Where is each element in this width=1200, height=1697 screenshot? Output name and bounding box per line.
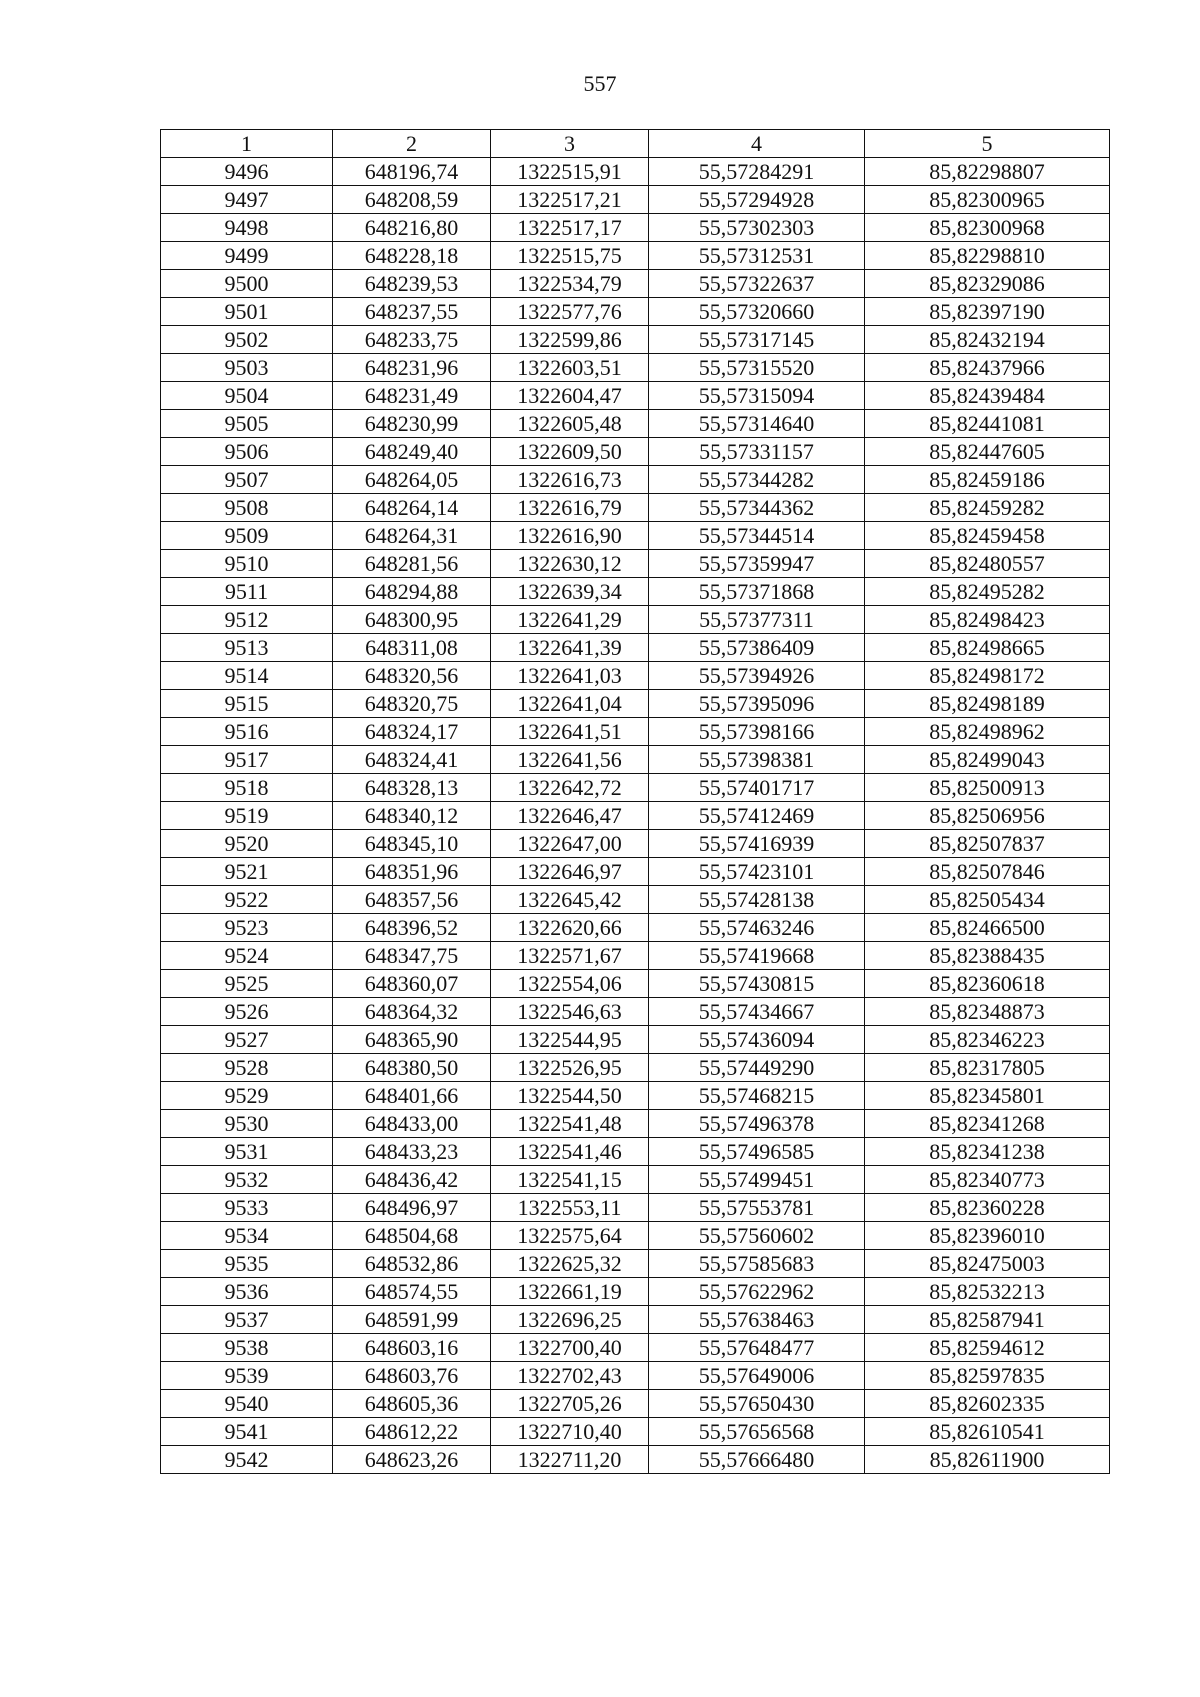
table-cell: 1322534,79	[491, 270, 649, 298]
table-cell: 648294,88	[333, 578, 491, 606]
table-cell: 9506	[161, 438, 333, 466]
table-cell: 9510	[161, 550, 333, 578]
table-cell: 85,82498423	[865, 606, 1110, 634]
table-cell: 85,82360228	[865, 1194, 1110, 1222]
column-header-1: 1	[161, 130, 333, 158]
table-cell: 55,57312531	[649, 242, 865, 270]
table-cell: 85,82300965	[865, 186, 1110, 214]
table-cell: 1322541,15	[491, 1166, 649, 1194]
table-cell: 9536	[161, 1278, 333, 1306]
table-row	[161, 858, 1110, 886]
table-cell: 9542	[161, 1446, 333, 1474]
table-cell: 648396,52	[333, 914, 491, 942]
table-cell: 9518	[161, 774, 333, 802]
table-row	[161, 158, 1110, 186]
table-row	[161, 242, 1110, 270]
table-cell: 648264,14	[333, 494, 491, 522]
table-row	[161, 1250, 1110, 1278]
table-cell: 648216,80	[333, 214, 491, 242]
table-cell: 1322661,19	[491, 1278, 649, 1306]
table-cell: 85,82346223	[865, 1026, 1110, 1054]
table-cell: 9514	[161, 662, 333, 690]
table-row	[161, 578, 1110, 606]
table-cell: 9535	[161, 1250, 333, 1278]
table-cell: 55,57436094	[649, 1026, 865, 1054]
table-cell: 85,82594612	[865, 1334, 1110, 1362]
table-cell: 1322641,04	[491, 690, 649, 718]
table-cell: 648324,17	[333, 718, 491, 746]
table-cell: 85,82597835	[865, 1362, 1110, 1390]
table-row	[161, 690, 1110, 718]
table-cell: 648504,68	[333, 1222, 491, 1250]
table-cell: 55,57666480	[649, 1446, 865, 1474]
table-cell: 648623,26	[333, 1446, 491, 1474]
table-cell: 55,57416939	[649, 830, 865, 858]
table-cell: 85,82329086	[865, 270, 1110, 298]
table-cell: 85,82495282	[865, 578, 1110, 606]
table-row	[161, 802, 1110, 830]
table-cell: 55,57344282	[649, 466, 865, 494]
table-row	[161, 522, 1110, 550]
table-row	[161, 914, 1110, 942]
table-row	[161, 438, 1110, 466]
table-cell: 1322702,43	[491, 1362, 649, 1390]
table-cell: 648433,00	[333, 1110, 491, 1138]
table-cell: 648612,22	[333, 1418, 491, 1446]
table-cell: 648208,59	[333, 186, 491, 214]
table-cell: 55,57638463	[649, 1306, 865, 1334]
table-cell: 85,82602335	[865, 1390, 1110, 1418]
table-row	[161, 634, 1110, 662]
table-cell: 648380,50	[333, 1054, 491, 1082]
table-cell: 648340,12	[333, 802, 491, 830]
table-row	[161, 354, 1110, 382]
table-cell: 55,57585683	[649, 1250, 865, 1278]
table-cell: 648433,23	[333, 1138, 491, 1166]
table-row	[161, 1446, 1110, 1474]
table-cell: 55,57315520	[649, 354, 865, 382]
table-cell: 1322544,50	[491, 1082, 649, 1110]
table-cell: 55,57412469	[649, 802, 865, 830]
table-row	[161, 1082, 1110, 1110]
table-cell: 85,82475003	[865, 1250, 1110, 1278]
table-cell: 648532,86	[333, 1250, 491, 1278]
table-cell: 85,82611900	[865, 1446, 1110, 1474]
table-cell: 55,57649006	[649, 1362, 865, 1390]
table-cell: 648364,32	[333, 998, 491, 1026]
table-cell: 9534	[161, 1222, 333, 1250]
table-row	[161, 1390, 1110, 1418]
table-cell: 55,57463246	[649, 914, 865, 942]
table-cell: 9515	[161, 690, 333, 718]
table-cell: 9521	[161, 858, 333, 886]
table-cell: 9498	[161, 214, 333, 242]
table-cell: 9540	[161, 1390, 333, 1418]
table-cell: 55,57317145	[649, 326, 865, 354]
table-cell: 85,82345801	[865, 1082, 1110, 1110]
table-cell: 648351,96	[333, 858, 491, 886]
table-cell: 9497	[161, 186, 333, 214]
table-cell: 1322616,73	[491, 466, 649, 494]
table-cell: 648574,55	[333, 1278, 491, 1306]
table-cell: 85,82587941	[865, 1306, 1110, 1334]
table-row	[161, 382, 1110, 410]
table-cell: 1322541,48	[491, 1110, 649, 1138]
table-cell: 85,82532213	[865, 1278, 1110, 1306]
table-cell: 85,82298807	[865, 158, 1110, 186]
table-cell: 1322571,67	[491, 942, 649, 970]
table-cell: 648233,75	[333, 326, 491, 354]
table-cell: 648591,99	[333, 1306, 491, 1334]
table-row	[161, 886, 1110, 914]
table-cell: 55,57423101	[649, 858, 865, 886]
table-cell: 9528	[161, 1054, 333, 1082]
table-cell: 55,57428138	[649, 886, 865, 914]
table-cell: 1322577,76	[491, 298, 649, 326]
table-cell: 55,57419668	[649, 942, 865, 970]
table-cell: 85,82507837	[865, 830, 1110, 858]
table-cell: 85,82466500	[865, 914, 1110, 942]
column-header-4: 4	[649, 130, 865, 158]
table-cell: 648311,08	[333, 634, 491, 662]
table-row	[161, 1278, 1110, 1306]
table-cell: 85,82360618	[865, 970, 1110, 998]
table-cell: 9530	[161, 1110, 333, 1138]
table-cell: 648360,07	[333, 970, 491, 998]
table-cell: 1322620,66	[491, 914, 649, 942]
table-row	[161, 718, 1110, 746]
table-cell: 85,82348873	[865, 998, 1110, 1026]
table-cell: 9537	[161, 1306, 333, 1334]
table-cell: 85,82396010	[865, 1222, 1110, 1250]
table-row	[161, 1054, 1110, 1082]
table-row	[161, 298, 1110, 326]
table-cell: 55,57294928	[649, 186, 865, 214]
table-cell: 55,57650430	[649, 1390, 865, 1418]
table-cell: 648228,18	[333, 242, 491, 270]
table-cell: 1322599,86	[491, 326, 649, 354]
table-cell: 1322696,25	[491, 1306, 649, 1334]
table-cell: 9512	[161, 606, 333, 634]
table-cell: 55,57371868	[649, 578, 865, 606]
table-cell: 648347,75	[333, 942, 491, 970]
table-cell: 1322646,47	[491, 802, 649, 830]
table-cell: 55,57499451	[649, 1166, 865, 1194]
table-cell: 55,57430815	[649, 970, 865, 998]
table-cell: 648320,56	[333, 662, 491, 690]
table-cell: 648237,55	[333, 298, 491, 326]
table-cell: 1322639,34	[491, 578, 649, 606]
table-cell: 85,82298810	[865, 242, 1110, 270]
table-cell: 9504	[161, 382, 333, 410]
table-row	[161, 270, 1110, 298]
table-cell: 1322541,46	[491, 1138, 649, 1166]
table-cell: 85,82498962	[865, 718, 1110, 746]
coordinates-table	[160, 129, 1110, 1474]
table-row	[161, 1334, 1110, 1362]
table-cell: 648401,66	[333, 1082, 491, 1110]
table-cell: 1322603,51	[491, 354, 649, 382]
table-cell: 55,57344514	[649, 522, 865, 550]
table-cell: 1322625,32	[491, 1250, 649, 1278]
table-cell: 9538	[161, 1334, 333, 1362]
table-row	[161, 410, 1110, 438]
table-row	[161, 662, 1110, 690]
table-row	[161, 494, 1110, 522]
table-cell: 85,82388435	[865, 942, 1110, 970]
table-cell: 55,57398381	[649, 746, 865, 774]
table-cell: 648496,97	[333, 1194, 491, 1222]
table-cell: 9502	[161, 326, 333, 354]
table-cell: 648231,96	[333, 354, 491, 382]
table-row	[161, 606, 1110, 634]
table-cell: 648345,10	[333, 830, 491, 858]
table-cell: 85,82507846	[865, 858, 1110, 886]
table-cell: 648230,99	[333, 410, 491, 438]
table-cell: 9519	[161, 802, 333, 830]
table-cell: 55,57322637	[649, 270, 865, 298]
table-cell: 55,57314640	[649, 410, 865, 438]
header-row	[161, 130, 1110, 158]
table-cell: 648196,74	[333, 158, 491, 186]
table-row	[161, 1362, 1110, 1390]
table-cell: 85,82441081	[865, 410, 1110, 438]
table-cell: 1322641,51	[491, 718, 649, 746]
table-row	[161, 1222, 1110, 1250]
table-cell: 648249,40	[333, 438, 491, 466]
table-row	[161, 1138, 1110, 1166]
table-cell: 648324,41	[333, 746, 491, 774]
table-cell: 9499	[161, 242, 333, 270]
table-cell: 1322526,95	[491, 1054, 649, 1082]
table-row	[161, 1166, 1110, 1194]
table-cell: 9513	[161, 634, 333, 662]
table-cell: 648436,42	[333, 1166, 491, 1194]
table-cell: 9505	[161, 410, 333, 438]
table-cell: 648603,76	[333, 1362, 491, 1390]
table-cell: 648605,36	[333, 1390, 491, 1418]
table-cell: 648603,16	[333, 1334, 491, 1362]
table-cell: 55,57377311	[649, 606, 865, 634]
table-cell: 1322515,91	[491, 158, 649, 186]
table-cell: 9523	[161, 914, 333, 942]
table-cell: 85,82498665	[865, 634, 1110, 662]
table-cell: 55,57284291	[649, 158, 865, 186]
table-cell: 1322544,95	[491, 1026, 649, 1054]
table-cell: 648231,49	[333, 382, 491, 410]
table-cell: 9524	[161, 942, 333, 970]
table-cell: 648328,13	[333, 774, 491, 802]
table-cell: 85,82317805	[865, 1054, 1110, 1082]
table-cell: 1322647,00	[491, 830, 649, 858]
column-header-2: 2	[333, 130, 491, 158]
table-cell: 1322515,75	[491, 242, 649, 270]
table-cell: 1322609,50	[491, 438, 649, 466]
table-cell: 9529	[161, 1082, 333, 1110]
table-row	[161, 1110, 1110, 1138]
table-cell: 648365,90	[333, 1026, 491, 1054]
table-cell: 1322616,79	[491, 494, 649, 522]
table-cell: 1322630,12	[491, 550, 649, 578]
table-cell: 1322517,21	[491, 186, 649, 214]
table-cell: 9527	[161, 1026, 333, 1054]
table-cell: 9500	[161, 270, 333, 298]
table-cell: 1322605,48	[491, 410, 649, 438]
table-cell: 55,57331157	[649, 438, 865, 466]
table-cell: 55,57386409	[649, 634, 865, 662]
table-cell: 55,57648477	[649, 1334, 865, 1362]
table-row	[161, 774, 1110, 802]
table-cell: 9539	[161, 1362, 333, 1390]
table-cell: 9541	[161, 1418, 333, 1446]
table-header	[161, 130, 1110, 158]
table-cell: 9511	[161, 578, 333, 606]
table-cell: 85,82341268	[865, 1110, 1110, 1138]
table-row	[161, 326, 1110, 354]
table-row	[161, 186, 1110, 214]
table-cell: 55,57449290	[649, 1054, 865, 1082]
table-cell: 1322645,42	[491, 886, 649, 914]
table-cell: 55,57468215	[649, 1082, 865, 1110]
table-cell: 1322546,63	[491, 998, 649, 1026]
table-cell: 1322642,72	[491, 774, 649, 802]
table-cell: 55,57315094	[649, 382, 865, 410]
table-cell: 1322641,39	[491, 634, 649, 662]
table-cell: 9533	[161, 1194, 333, 1222]
table-cell: 9525	[161, 970, 333, 998]
table-cell: 55,57359947	[649, 550, 865, 578]
table-cell: 9501	[161, 298, 333, 326]
table-cell: 1322517,17	[491, 214, 649, 242]
table-cell: 1322553,11	[491, 1194, 649, 1222]
table-cell: 55,57656568	[649, 1418, 865, 1446]
table-cell: 1322705,26	[491, 1390, 649, 1418]
table-cell: 55,57622962	[649, 1278, 865, 1306]
table-cell: 9496	[161, 158, 333, 186]
table-row	[161, 1194, 1110, 1222]
table-cell: 55,57560602	[649, 1222, 865, 1250]
table-cell: 9508	[161, 494, 333, 522]
table-cell: 9522	[161, 886, 333, 914]
table-cell: 85,82300968	[865, 214, 1110, 242]
table-row	[161, 830, 1110, 858]
table-cell: 85,82459282	[865, 494, 1110, 522]
table-cell: 9517	[161, 746, 333, 774]
table-cell: 85,82506956	[865, 802, 1110, 830]
table-row	[161, 970, 1110, 998]
table-cell: 9531	[161, 1138, 333, 1166]
table-cell: 1322554,06	[491, 970, 649, 998]
table-cell: 85,82341238	[865, 1138, 1110, 1166]
table-body	[161, 158, 1110, 1474]
table-cell: 85,82480557	[865, 550, 1110, 578]
page-number: 557	[583, 71, 617, 96]
table-row	[161, 1306, 1110, 1334]
table-cell: 85,82505434	[865, 886, 1110, 914]
column-header-3: 3	[491, 130, 649, 158]
table-cell: 1322641,29	[491, 606, 649, 634]
table-cell: 1322575,64	[491, 1222, 649, 1250]
table-cell: 648281,56	[333, 550, 491, 578]
table-cell: 85,82340773	[865, 1166, 1110, 1194]
table-row	[161, 746, 1110, 774]
table-cell: 85,82397190	[865, 298, 1110, 326]
table-cell: 85,82439484	[865, 382, 1110, 410]
table-cell: 648357,56	[333, 886, 491, 914]
table-cell: 85,82499043	[865, 746, 1110, 774]
table-cell: 9509	[161, 522, 333, 550]
table-cell: 1322700,40	[491, 1334, 649, 1362]
table-cell: 55,57394926	[649, 662, 865, 690]
table-cell: 55,57496585	[649, 1138, 865, 1166]
table-cell: 1322604,47	[491, 382, 649, 410]
table-cell: 9520	[161, 830, 333, 858]
table-cell: 9516	[161, 718, 333, 746]
table-cell: 85,82500913	[865, 774, 1110, 802]
table-cell: 55,57302303	[649, 214, 865, 242]
table-cell: 9503	[161, 354, 333, 382]
table-row	[161, 550, 1110, 578]
table-cell: 55,57496378	[649, 1110, 865, 1138]
table-cell: 85,82432194	[865, 326, 1110, 354]
table-cell: 1322646,97	[491, 858, 649, 886]
table-cell: 55,57553781	[649, 1194, 865, 1222]
table-cell: 648300,95	[333, 606, 491, 634]
table-cell: 9532	[161, 1166, 333, 1194]
table-cell: 55,57434667	[649, 998, 865, 1026]
table-cell: 85,82498172	[865, 662, 1110, 690]
table-cell: 1322711,20	[491, 1446, 649, 1474]
table-cell: 9526	[161, 998, 333, 1026]
table-cell: 85,82459186	[865, 466, 1110, 494]
table-cell: 1322641,03	[491, 662, 649, 690]
table-cell: 85,82459458	[865, 522, 1110, 550]
table-row	[161, 998, 1110, 1026]
table-cell: 1322710,40	[491, 1418, 649, 1446]
table-cell: 648264,05	[333, 466, 491, 494]
table-row	[161, 1418, 1110, 1446]
table-cell: 9507	[161, 466, 333, 494]
table-cell: 85,82437966	[865, 354, 1110, 382]
table-cell: 648264,31	[333, 522, 491, 550]
table-cell: 648239,53	[333, 270, 491, 298]
table-cell: 55,57398166	[649, 718, 865, 746]
table-cell: 55,57344362	[649, 494, 865, 522]
table-cell: 55,57401717	[649, 774, 865, 802]
table-cell: 1322641,56	[491, 746, 649, 774]
table-cell: 1322616,90	[491, 522, 649, 550]
table-cell: 55,57395096	[649, 690, 865, 718]
table-cell: 648320,75	[333, 690, 491, 718]
column-header-5: 5	[865, 130, 1110, 158]
table-cell: 85,82498189	[865, 690, 1110, 718]
table-row	[161, 942, 1110, 970]
table-row	[161, 466, 1110, 494]
table-row	[161, 1026, 1110, 1054]
table-row	[161, 214, 1110, 242]
table-cell: 55,57320660	[649, 298, 865, 326]
table-cell: 85,82610541	[865, 1418, 1110, 1446]
table-cell: 85,82447605	[865, 438, 1110, 466]
